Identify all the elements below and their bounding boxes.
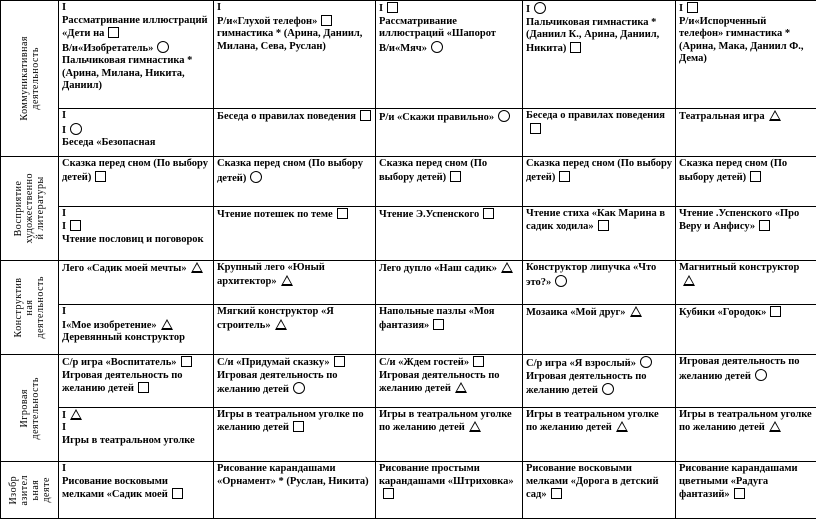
activity-text-content: Рассматривание иллюстраций «Дети на [62, 14, 208, 39]
activity-text-content: гимнастика * (Арина, Даниил, Милана, Сева, Руслан) [217, 28, 363, 52]
activity-text-content: I [62, 221, 67, 233]
activity-cell [214, 206, 376, 261]
triangle-icon [455, 382, 467, 393]
triangle-icon [630, 306, 642, 317]
activity-text [62, 15, 210, 41]
square-icon [473, 356, 484, 367]
triangle-icon [191, 262, 203, 273]
triangle-icon [616, 421, 628, 432]
activity-text [62, 208, 210, 221]
square-icon [321, 15, 332, 26]
activity-cell [214, 305, 376, 355]
activity-text-content: Игры в театральном уголке по желанию детей [217, 408, 364, 434]
activity-cell [676, 1, 816, 109]
activity-text-content: I [217, 2, 222, 13]
square-icon [598, 220, 609, 231]
activity-text-content: I [62, 463, 67, 475]
activity-text [217, 306, 372, 332]
activity-text [62, 262, 210, 276]
activity-text [679, 356, 813, 383]
activity-text-content: Сказка перед сном (По выбору детей) [217, 158, 363, 184]
activity-text [526, 409, 672, 435]
activity-text-content: I«Мое изобретение» [62, 319, 157, 331]
activity-cell [376, 157, 523, 206]
activity-text [379, 110, 519, 125]
activity-cell [376, 206, 523, 261]
plan-row [1, 462, 816, 519]
square-icon [770, 306, 781, 317]
activity-text [62, 41, 210, 56]
circle-icon [250, 171, 262, 183]
activity-text-content: Беседа «Безопасная [62, 137, 156, 148]
section-label-cell [1, 1, 59, 157]
activity-text [379, 41, 519, 56]
activity-text-content: С/и «Придумай сказку» [217, 357, 330, 369]
activity-text-content: Чтение пословиц и поговорок [62, 233, 204, 245]
activity-cell [214, 261, 376, 305]
activity-cell [59, 407, 214, 462]
activity-cell [59, 305, 214, 355]
triangle-icon [769, 110, 781, 121]
triangle-icon [683, 275, 695, 286]
section-title: Восприятие художественно й литературы [13, 173, 46, 244]
triangle-icon [469, 421, 481, 432]
square-icon [108, 27, 119, 38]
square-icon [387, 2, 398, 13]
section-label-wrap [1, 1, 58, 156]
activity-cell [214, 407, 376, 462]
activity-text-content: Игры в театральном уголке по желанию детей [679, 408, 812, 434]
activity-text [62, 306, 210, 319]
activity-text [526, 463, 672, 502]
activity-text-content: В/и«Изобретатель» [62, 42, 154, 54]
activity-text-content: I [62, 110, 67, 121]
square-icon [383, 488, 394, 499]
section-label-cell [1, 157, 59, 261]
activity-text-content: I [62, 409, 67, 421]
activity-cell [376, 109, 523, 157]
activity-cell [523, 157, 676, 206]
plan-row [1, 355, 816, 407]
activity-text-content: Чтение потешек по теме [217, 208, 333, 220]
activity-text [679, 158, 813, 184]
activity-text-content: Рисование восковыми мелками «Дорога в детский сад» [526, 463, 659, 501]
plan-row [1, 305, 816, 355]
activity-cell [376, 407, 523, 462]
square-icon [551, 488, 562, 499]
activity-cell [523, 355, 676, 407]
square-icon [450, 171, 461, 182]
activity-text [679, 409, 813, 435]
activity-text [379, 262, 519, 276]
activity-cell [676, 305, 816, 355]
activity-text [526, 262, 672, 289]
activity-text [62, 332, 210, 345]
square-icon [70, 220, 81, 231]
activity-cell [214, 355, 376, 407]
activity-cell [214, 109, 376, 157]
activity-cell [523, 305, 676, 355]
section-title: Конструктив ная деятельность [13, 276, 46, 339]
activity-text-content: Мозаика «Мой друг» [526, 307, 626, 319]
square-icon [337, 208, 348, 219]
activity-cell [376, 355, 523, 407]
section-title: Игровая деятельность [18, 377, 41, 440]
circle-icon [534, 2, 546, 14]
activity-text-content: Беседа о правилах поведения [526, 110, 665, 121]
circle-icon [640, 356, 652, 368]
square-icon [95, 171, 106, 182]
square-icon [172, 488, 183, 499]
activity-text-content: I [62, 124, 67, 136]
activity-text-content: I [62, 422, 67, 434]
activity-cell [376, 1, 523, 109]
square-icon [181, 356, 192, 367]
activity-text [679, 262, 813, 288]
activity-text-content: Чтение стиха «Как Марина в садик ходила» [526, 207, 666, 233]
activity-cell [523, 206, 676, 261]
activity-text [217, 15, 372, 29]
activity-text [526, 158, 672, 184]
activity-text [379, 356, 519, 370]
activity-cell [676, 261, 816, 305]
activity-text-content: Игровая деятельность по желанию детей [62, 369, 183, 395]
activity-text-content: Лего дупло «Наш садик» [379, 263, 498, 275]
activity-text [217, 158, 372, 185]
activity-cell [59, 206, 214, 261]
square-icon [759, 220, 770, 231]
activity-text [379, 16, 519, 41]
activity-cell [676, 109, 816, 157]
activity-cell [523, 407, 676, 462]
activity-text-content: Игровая деятельность по желанию детей [379, 369, 500, 395]
activity-text [379, 370, 519, 396]
activity-text-content: I [379, 3, 384, 14]
activity-text [217, 370, 372, 397]
activity-text-content: I [679, 3, 684, 14]
activity-cell [59, 261, 214, 305]
triangle-icon [275, 319, 287, 330]
activity-text-content: Рисование восковыми мелками «Садик моей [62, 475, 168, 501]
activity-text [62, 234, 210, 247]
activity-cell [376, 462, 523, 519]
activity-text [62, 370, 210, 396]
activity-text-content: Р/и «Скажи правильно» [379, 112, 495, 123]
section-label-cell [1, 355, 59, 462]
square-icon [433, 319, 444, 330]
plan-row [1, 157, 816, 206]
activity-cell [676, 206, 816, 261]
section-label-cell [1, 462, 59, 519]
activity-text-content: Пальчиковая гимнастика * (Даниил К., Арина, Даниил, Никита) [526, 16, 660, 54]
activity-text-content: Театральная игра [679, 111, 765, 122]
activity-text-content: Пальчиковая гимнастика * (Арина, Милана, Никита, Даниил) [62, 55, 193, 91]
activity-text-content: Игры в театральном уголке [62, 434, 195, 446]
activity-text-content: Р/и«Испорченный телефон» гимнастика * (Арина, Мака, Даниил Ф., Дема) [679, 15, 804, 64]
section-label-wrap [1, 462, 58, 518]
activity-cell [214, 157, 376, 206]
activity-text [62, 110, 210, 123]
triangle-icon [161, 319, 173, 330]
square-icon [483, 208, 494, 219]
activity-text-content: Кубики «Городок» [679, 307, 767, 319]
activity-text [62, 220, 210, 234]
activity-cell [676, 462, 816, 519]
section-title: Коммуникативная деятельность [18, 36, 41, 121]
activity-text-content: Сказка перед сном (По выбору детей) [679, 158, 788, 183]
activity-text-content: С/р игра «Воспитатель» [62, 357, 177, 369]
activity-text-content: Рисование карандашами «Орнамент» * (Руслан, Никита) [217, 463, 369, 487]
activity-text [62, 356, 210, 370]
activity-text-content: I [62, 207, 67, 219]
activity-text [62, 319, 210, 333]
activity-text [679, 2, 813, 16]
activity-text [526, 110, 672, 136]
plan-row [1, 109, 816, 157]
activity-text-content: Сказка перед сном (По выбору детей) [379, 158, 488, 183]
activity-text [62, 435, 210, 448]
section-label-wrap [1, 261, 58, 354]
activity-text-content: В/и«Мяч» [379, 42, 427, 54]
activity-text [62, 476, 210, 502]
section-label-cell [1, 261, 59, 355]
activity-text-content: Игровая деятельность по желанию детей [526, 370, 647, 397]
activity-text-content: Напольные пазлы «Моя фантазия» [379, 306, 495, 331]
plan-row [1, 1, 816, 109]
activity-text [679, 208, 813, 234]
activity-cell [214, 462, 376, 519]
activity-text-content: I [62, 2, 67, 13]
activity-text-content: С/и «Ждем гостей» [379, 357, 470, 369]
activity-text [217, 208, 372, 222]
triangle-icon [501, 262, 513, 273]
activity-text [679, 16, 813, 66]
activity-text [679, 463, 813, 502]
activity-text-content: Сказка перед сном (По выбору детей) [62, 158, 208, 183]
plan-row [1, 206, 816, 261]
square-icon [734, 488, 745, 499]
activity-text-content: Чтение .Успенского «Про Веру и Анфису» [679, 207, 800, 233]
plan-row [1, 261, 816, 305]
activity-cell [523, 1, 676, 109]
square-icon [750, 171, 761, 182]
activity-cell [59, 109, 214, 157]
activity-text [526, 356, 672, 371]
activity-text [217, 110, 372, 124]
activity-text [62, 123, 210, 138]
activity-text-content: Чтение Э.Успенского [379, 208, 480, 220]
activity-text-content: Р/и«Глухой телефон» [217, 15, 318, 27]
activity-cell [376, 305, 523, 355]
activity-text [62, 463, 210, 476]
activity-cell [376, 261, 523, 305]
activity-cell [523, 261, 676, 305]
activity-text [217, 463, 372, 488]
activity-text-content: Конструктор липучка «Что это?» [526, 262, 657, 288]
activity-cell [59, 355, 214, 407]
activity-text [526, 306, 672, 320]
activity-cell [523, 462, 676, 519]
activity-text [379, 306, 519, 332]
activity-text [526, 17, 672, 56]
circle-icon [555, 275, 567, 287]
activity-text [379, 208, 519, 222]
circle-icon [498, 110, 510, 122]
activity-text [526, 371, 672, 398]
activity-text [679, 306, 813, 320]
activity-text [679, 110, 813, 124]
activity-text-content: Лего «Садик моей мечты» [62, 263, 187, 275]
activity-text-content: Игры в театральном уголке по желанию детей [526, 408, 659, 434]
activity-text-content: I [526, 4, 531, 15]
activity-text [62, 422, 210, 435]
activity-text [62, 158, 210, 184]
activity-text [62, 409, 210, 423]
activity-text [379, 409, 519, 435]
section-label-wrap [1, 157, 58, 260]
activity-text [217, 2, 372, 15]
activity-cell [59, 462, 214, 519]
triangle-icon [70, 409, 82, 420]
activity-cell [59, 1, 214, 109]
activity-text-content: Магнитный конструктор [679, 262, 800, 274]
activity-text [526, 2, 672, 17]
square-icon [530, 123, 541, 134]
activity-text [217, 28, 372, 53]
activity-text-content: Сказка перед сном (По выбору детей) [526, 158, 672, 183]
circle-icon [755, 369, 767, 381]
section-title: Изобр азител ьная деяте [7, 474, 52, 506]
activity-text-content: Игровая деятельность по желанию детей [217, 369, 338, 396]
activity-text [379, 2, 519, 16]
plan-row [1, 407, 816, 462]
square-icon [334, 356, 345, 367]
circle-icon [70, 123, 82, 135]
circle-icon [293, 382, 305, 394]
activity-cell [676, 355, 816, 407]
activity-text-content: Рассматривание иллюстраций «Шапорот [379, 15, 496, 39]
activity-cell [523, 109, 676, 157]
activity-text [62, 2, 210, 15]
activity-cell [214, 1, 376, 109]
circle-icon [602, 383, 614, 395]
triangle-icon [281, 275, 293, 286]
section-label-wrap [1, 355, 58, 461]
activity-cell [676, 157, 816, 206]
square-icon [687, 2, 698, 13]
circle-icon [157, 41, 169, 53]
square-icon [360, 110, 371, 121]
activity-text-content: Крупный лего «Юный архитектор» [217, 262, 325, 287]
activity-text-content: Мягкий конструктор «Я строитель» [217, 306, 334, 331]
activity-text [62, 55, 210, 93]
activity-cell [59, 157, 214, 206]
activity-cell [676, 407, 816, 462]
activity-text [217, 356, 372, 370]
activity-text-content: Игровая деятельность по желанию детей [679, 356, 800, 382]
square-icon [570, 42, 581, 53]
activity-text-content: Беседа о правилах поведения [217, 111, 356, 122]
activity-text [526, 208, 672, 234]
square-icon [559, 171, 570, 182]
activity-text-content: Рисование карандашами цветными «Радуга фантазий» [679, 463, 798, 501]
activity-text [379, 158, 519, 184]
square-icon [293, 421, 304, 432]
activity-text [217, 262, 372, 288]
activity-text-content: I [62, 306, 67, 318]
activity-text-content: С/р игра «Я взрослый» [526, 358, 636, 370]
activity-text [62, 137, 210, 150]
activity-text-content: Деревянный конструктор [62, 332, 185, 344]
square-icon [138, 382, 149, 393]
activity-text [379, 463, 519, 502]
activity-text-content: Рисование простыми карандашами «Штриховка» [379, 463, 514, 487]
activity-text-content: Игры в театральном уголке по желанию детей [379, 408, 512, 434]
plan-table-body [1, 1, 816, 519]
triangle-icon [769, 421, 781, 432]
circle-icon [431, 41, 443, 53]
activity-text [217, 409, 372, 435]
